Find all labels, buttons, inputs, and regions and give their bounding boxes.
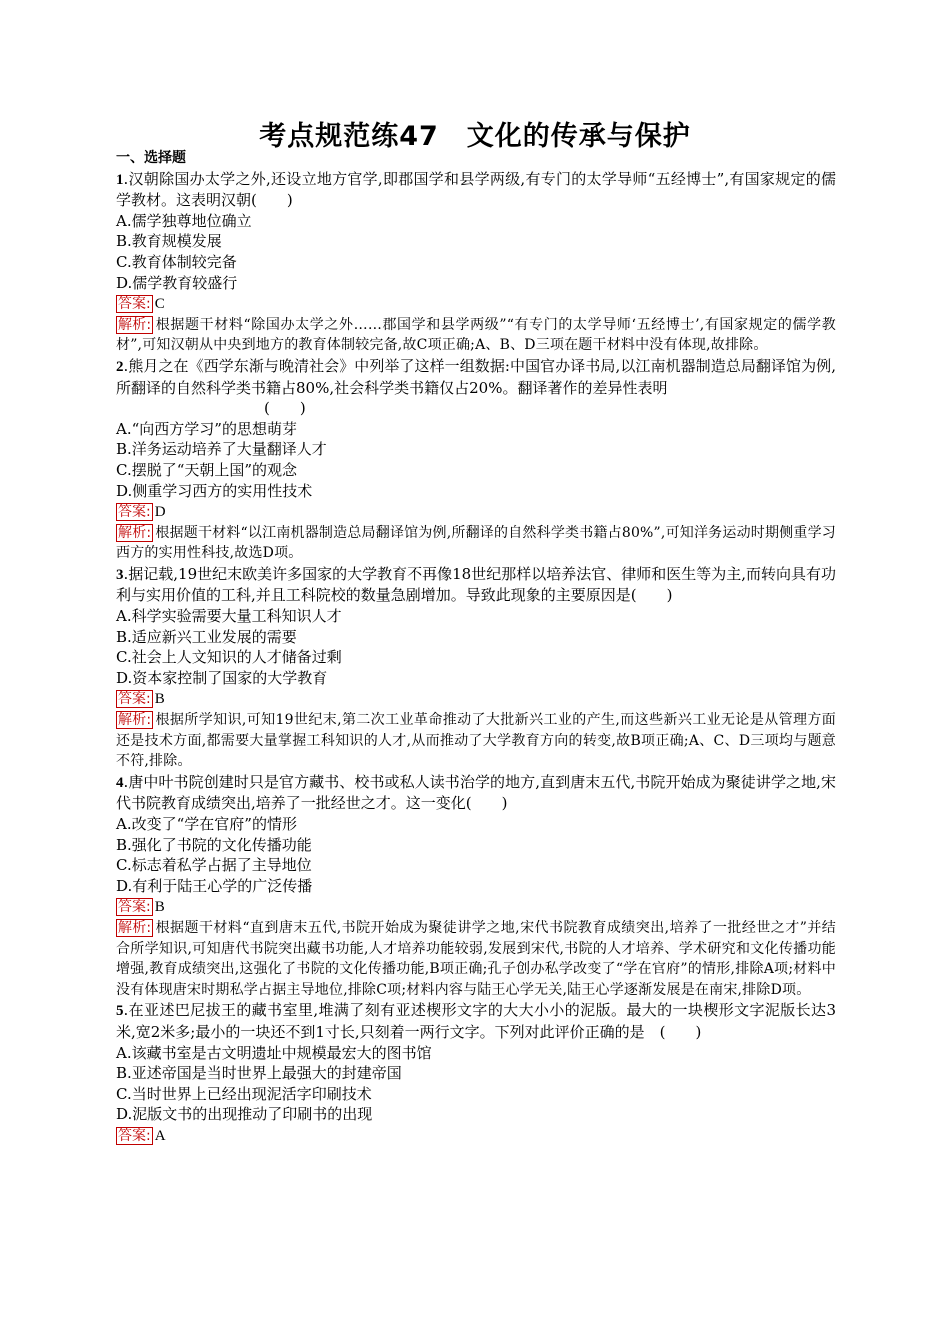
question-stem	[116, 169, 836, 211]
answer-value: B	[154, 899, 165, 916]
analysis-text: 根据题干材料“直到唐末五代,书院开始成为聚徒讲学之地,宋代书院教育成绩突出,培养了一批经世之才”并结合所学知识,可知唐代书院突出藏书功能,人才培养功能较弱,发展到宋代,书院的人才培养、学术研究和文化传播功能增强,教育成绩突出,这强化了书院的文化传播功能,B项正确;孔子创办私学改变了“学在官府”的情形,排除A项;材料中没有体现唐宋时期私学占据主导地位,排除C项;材料内容与陆王心学无关,陆王心学逐渐发展是在南宋,排除D项。	[116, 919, 836, 998]
option-b: B.适应新兴工业发展的需要	[116, 627, 297, 646]
answer-value: C	[154, 296, 165, 313]
question-number: 4	[116, 774, 124, 791]
option-a: A.“向西方学习”的思想萌芽	[116, 419, 297, 438]
option-a: A.该藏书室是古文明遗址中规模最宏大的图书馆	[116, 1043, 432, 1062]
question-text: .熊月之在《西学东渐与晚清社会》中列举了这样一组数据:中国官办译书局,以江南机器制造总局翻译馆为例,所翻译的自然科学类书籍占80%,社会科学类书籍仅占20%。翻译著作的差异性表明	[116, 356, 836, 397]
question-text: .汉朝除国办太学之外,还设立地方官学,即郡国学和县学两级,有专门的太学导师“五经博士”,有国家规定的儒学教材。这表明汉朝( )	[116, 169, 836, 210]
analysis-line	[116, 710, 836, 772]
question-stem	[116, 356, 836, 398]
analysis-text: 根据题干材料“以江南机器制造总局翻译馆为例,所翻译的自然科学类书籍占80%”,可知洋务运动时期侧重学习西方的实用性科技,故选D项。	[116, 524, 836, 562]
content	[116, 148, 836, 1147]
question-5	[116, 1000, 836, 1146]
answer-value: B	[154, 691, 165, 708]
question-3	[116, 564, 836, 772]
page-title: 考点规范练47 文化的传承与保护	[259, 121, 691, 152]
analysis-tag: 解析:	[118, 919, 152, 936]
analysis-line	[116, 918, 836, 1000]
question-text: .据记载,19世纪末欧美许多国家的大学教育不再像18世纪那样以培养法官、律师和医生等为主,而转向具有功利与实用价值的工科,并且工科院校的数量急剧增加。导致此现象的主要原因是( )	[116, 564, 836, 605]
question-text: .在亚述巴尼拔王的藏书室里,堆满了刻有亚述楔形文字的大大小小的泥版。最大的一块楔形文字泥版长达3米,宽2米多;最小的一块还不到1寸长,只刻着一两行文字。下列对此评价正确的是 ( )	[116, 1001, 836, 1041]
question-number: 2	[116, 358, 124, 375]
option-d: D.资本家控制了国家的大学教育	[116, 668, 328, 687]
option-c: C.摆脱了“天朝上国”的观念	[116, 460, 298, 479]
option-a: A.改变了“学在官府”的情形	[116, 815, 297, 833]
answer-line	[116, 1125, 836, 1147]
analysis-tag: 解析:	[118, 316, 152, 333]
answer-tag: 答案:	[118, 504, 151, 521]
answer-tag: 答案:	[118, 1127, 151, 1144]
question-1	[116, 169, 836, 356]
question-stem	[116, 772, 836, 814]
option-d: D.泥版文书的出现推动了印刷书的出现	[116, 1105, 373, 1124]
option-b: B.强化了书院的文化传播功能	[116, 835, 312, 854]
option-a: A.儒学独尊地位确立	[116, 211, 252, 230]
option-d: D.有利于陆王心学的广泛传播	[116, 876, 313, 895]
answer-line	[116, 688, 836, 710]
analysis-tag: 解析:	[118, 524, 152, 541]
answer-line	[116, 896, 836, 918]
answer-tag: 答案:	[118, 296, 151, 313]
answer-line	[116, 501, 836, 523]
section-heading: 一、选择题	[116, 150, 186, 166]
question-stem	[116, 564, 836, 606]
analysis-line	[116, 315, 836, 356]
option-b: B.洋务运动培养了大量翻译人才	[116, 440, 327, 459]
option-b: B.教育规模发展	[116, 232, 222, 251]
question-number: 3	[116, 566, 124, 583]
answer-value: D	[154, 504, 166, 521]
analysis-text: 根据所学知识,可知19世纪末,第二次工业革命推动了大批新兴工业的产生,而这些新兴工业无论是从管理方面还是技术方面,都需要大量掌握工科知识的人才,从而推动了大学教育方向的转变,故B项正确;A、C、D三项均与题意不符,排除。	[116, 712, 836, 770]
analysis-text: 根据题干材料“除国办太学之外……郡国学和县学两级”“有专门的太学导师‘五经博士’,有国家规定的儒学教材”,可知汉朝从中央到地方的教育体制较完备,故C项正确;A、B、D三项在题干材料中没有体现,故排除。	[116, 316, 836, 354]
option-c: C.社会上人文知识的人才储备过剩	[116, 648, 342, 667]
option-c: C.当时世界上已经出现泥活字印刷技术	[116, 1084, 372, 1103]
option-c: C.标志着私学占据了主导地位	[116, 856, 312, 875]
answer-line	[116, 293, 836, 315]
question-number: 1	[116, 171, 124, 188]
option-d: D.儒学教育较盛行	[116, 273, 238, 292]
answer-tag: 答案:	[118, 691, 151, 708]
option-a: A.科学实验需要大量工科知识人才	[116, 607, 342, 626]
question-4	[116, 772, 836, 1001]
option-c: C.教育体制较完备	[116, 252, 237, 271]
question-stem	[116, 1000, 836, 1042]
option-d: D.侧重学习西方的实用性技术	[116, 481, 313, 500]
question-text: .唐中叶书院创建时只是官方藏书、校书或私人读书治学的地方,直到唐末五代,书院开始成为聚徒讲学之地,宋代书院教育成绩突出,培养了一批经世之才。这一变化( )	[116, 772, 836, 813]
analysis-tag: 解析:	[118, 712, 152, 729]
answer-blank: ( )	[264, 399, 306, 418]
answer-value: A	[154, 1127, 166, 1144]
analysis-line	[116, 523, 836, 564]
question-2	[116, 356, 836, 564]
question-number: 5	[116, 1003, 124, 1020]
option-b: B.亚述帝国是当时世界上最强大的封建帝国	[116, 1064, 402, 1083]
answer-tag: 答案:	[118, 899, 151, 916]
